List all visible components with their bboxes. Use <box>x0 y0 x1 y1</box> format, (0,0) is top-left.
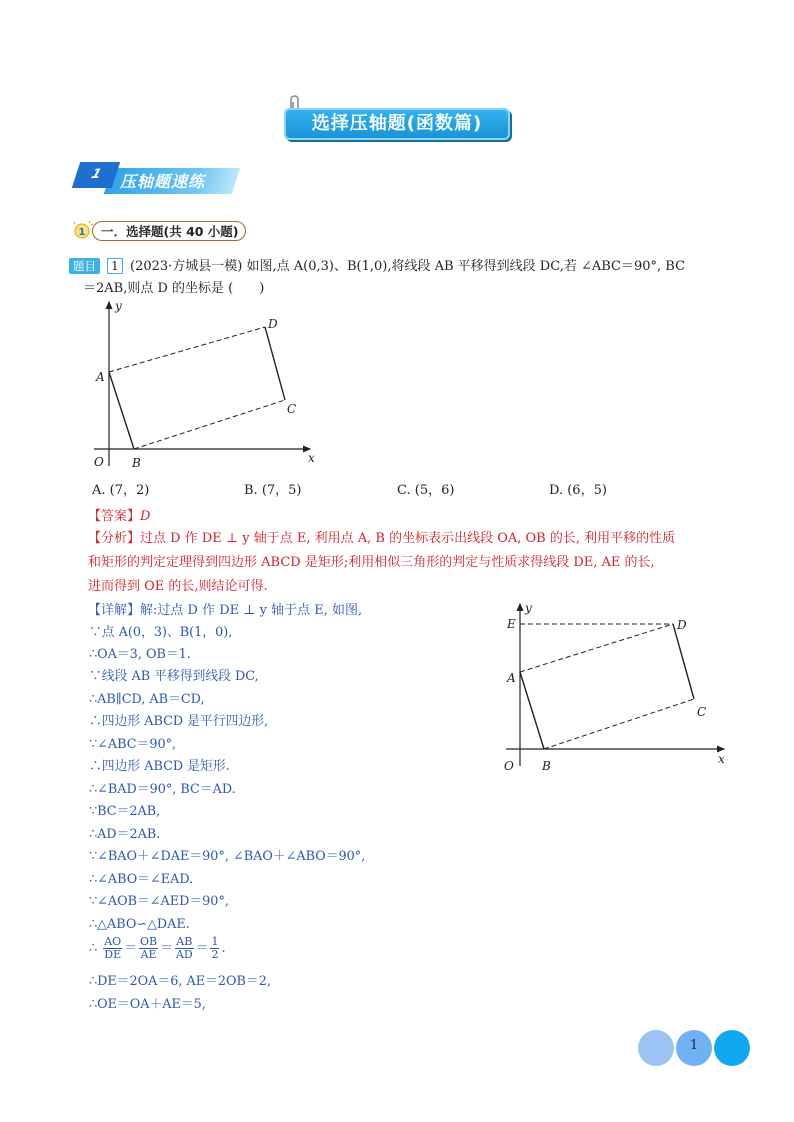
detail-step: ∴四边形 ABCD 是平行四边形, <box>89 714 269 729</box>
label-B: B <box>542 759 551 773</box>
label-C: C <box>287 402 297 416</box>
detail-step: ∴∠ABO＝∠EAD. <box>89 872 194 887</box>
question-text-line2: ＝2AB,则点 D 的坐标是 ( ) <box>83 281 265 296</box>
detail-step: ∵∠BAO＋∠DAE＝90°, ∠BAO＋∠ABO＝90°, <box>89 849 366 864</box>
segment-AB <box>109 372 134 449</box>
detail-step: ∴OA＝3, OB＝1. <box>89 647 191 662</box>
label-y: y <box>525 601 532 615</box>
analysis-line2: 和矩形的判定定理得到四边形 ABCD 是矩形;利用相似三角形的判定与性质求得线段 DE, AE 的长, <box>88 555 655 570</box>
section-title: 压轴题速练 <box>120 172 206 191</box>
detail-step: ∵∠ABC＝90°, <box>89 737 177 752</box>
segment-CD <box>673 624 694 699</box>
page-dot-right <box>714 1030 750 1066</box>
label-E: E <box>507 617 516 631</box>
option-a: A. (7，2) <box>92 483 150 498</box>
detail-step: ∵∠AOB＝∠AED＝90°, <box>89 894 229 909</box>
label-O: O <box>94 455 104 469</box>
label-C: C <box>697 705 707 719</box>
detail-step: ∴AD＝2AB. <box>89 827 161 842</box>
detail-step: ∴四边形 ABCD 是矩形. <box>89 759 230 774</box>
detail-step: ∴△ABO∽△DAE. <box>89 917 190 932</box>
detail-step: ∵线段 AB 平移得到线段 DC, <box>89 669 259 684</box>
fraction: $\frac{AB}{AD}$ <box>175 935 193 961</box>
subsection-label: 一．选择题(共 40 小题) <box>92 221 246 241</box>
page-title: 选择压轴题(函数篇) <box>284 108 510 140</box>
page-dot-left <box>638 1030 674 1066</box>
question-number: 1 <box>107 258 123 274</box>
label-y: y <box>115 299 122 313</box>
fraction: $\frac{1}{2}$ <box>211 935 219 961</box>
question-text-line1: (2023·方城县一模) 如图,点 A(0,3)、B(1,0),将线段 AB 平移得到线段 DC,若 ∠ABC＝90°, BC <box>130 259 686 274</box>
analysis-line3: 进而得到 OE 的长,则结论可得. <box>88 579 268 594</box>
label-D: D <box>677 618 687 632</box>
segment-AB <box>520 672 544 749</box>
detail-step: ∴∠BAD＝90°, BC＝AD. <box>89 782 236 797</box>
answer-line <box>88 508 150 526</box>
label-B: B <box>132 456 141 470</box>
segment-CD <box>265 327 285 400</box>
section-number: 1 <box>72 162 120 188</box>
segment-AD <box>520 624 673 672</box>
solution-figure <box>500 600 762 776</box>
lightbulb-icon <box>72 220 94 242</box>
detail-label: 【详解】 <box>88 603 141 618</box>
option-d: D. (6，5) <box>549 483 607 498</box>
analysis-line1: 【分析】过点 D 作 DE ⊥ y 轴于点 E, 利用点 A, B 的坐标表示出线段 OA, OB 的长, 利用平移的性质 <box>88 531 676 546</box>
segment-BC <box>134 400 285 449</box>
detail-step: ∴OE＝OA＋AE＝5, <box>89 997 206 1012</box>
question-tag: 题目 <box>69 258 100 274</box>
label-x: x <box>718 752 725 766</box>
detail-step: ∴AB∥CD, AB＝CD, <box>89 692 205 707</box>
answer-label: 【答案】 <box>88 509 141 524</box>
answer-value: D <box>140 509 151 524</box>
segment-BC <box>544 699 694 749</box>
option-b: B. (7，5) <box>244 483 302 498</box>
label-x: x <box>308 451 315 465</box>
subsection-icon-number: 1 <box>78 227 86 238</box>
analysis-label: 【分析】 <box>88 531 141 546</box>
option-c: C. (5，6) <box>397 483 455 498</box>
label-A: A <box>507 671 516 685</box>
label-D: D <box>268 317 278 331</box>
fraction: $\frac{OB}{AE}$ <box>140 935 158 961</box>
question-figure <box>88 296 328 476</box>
fraction: $\frac{AO}{DE}$ <box>104 935 122 961</box>
detail-fraction-step: ∴ $\frac{AO}{DE}$ ＝ $\frac{OB}{AE}$ ＝ $\frac{AB}{AD}$ ＝ $\frac{1}{2}$ . <box>89 935 226 961</box>
label-A: A <box>96 370 105 384</box>
detail-step: ∴DE＝2OA＝6, AE＝2OB＝2, <box>89 974 271 989</box>
segment-AD <box>109 327 265 372</box>
label-O: O <box>504 759 514 773</box>
detail-step: ∵点 A(0，3)、B(1，0), <box>89 625 233 640</box>
detail-step: ∵BC＝2AB, <box>89 804 161 819</box>
detail-line: 【详解】解:过点 D 作 DE ⊥ y 轴于点 E, 如图, <box>88 603 363 618</box>
page-number: 1 <box>689 1038 699 1053</box>
